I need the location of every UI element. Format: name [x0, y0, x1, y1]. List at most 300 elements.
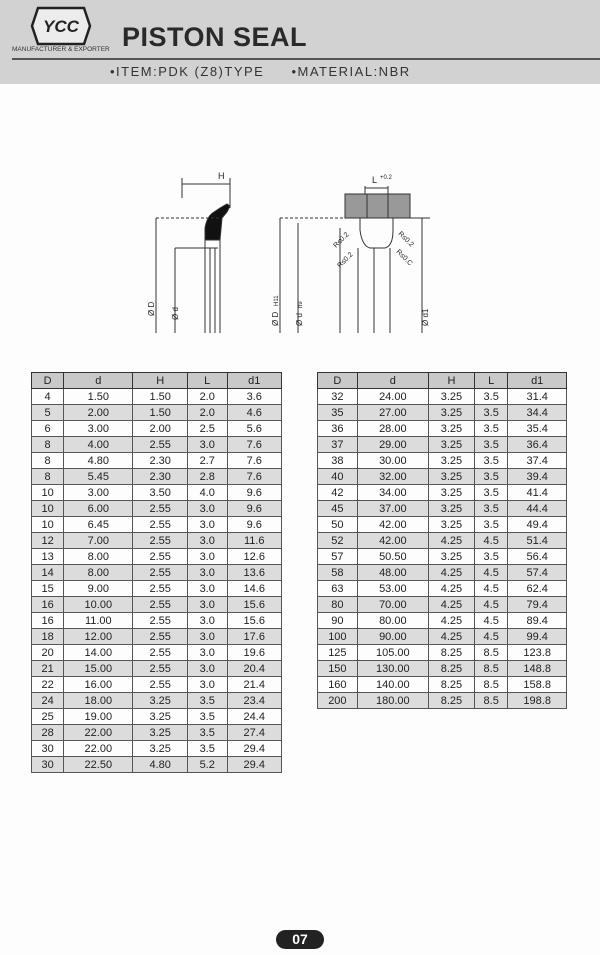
table-cell: 9.00 [64, 581, 133, 597]
table-row [318, 597, 567, 613]
table-cell: 150 [318, 661, 358, 677]
seal-profile-drawing [156, 178, 430, 333]
table-row [318, 661, 567, 677]
dim-D-label: Ø D [147, 301, 156, 316]
table-row [32, 469, 282, 485]
table-cell: 62.4 [508, 581, 567, 597]
table-cell: 70.00 [357, 597, 428, 613]
table-cell: 22.00 [64, 725, 133, 741]
page-number-badge: 07 [276, 930, 324, 949]
table-cell: 105.00 [357, 645, 428, 661]
material-label: •MATERIAL:NBR [291, 64, 411, 79]
table-cell: 63 [318, 581, 358, 597]
table-cell: 12 [32, 533, 64, 549]
table-cell: 42.00 [357, 533, 428, 549]
table-cell: 2.30 [133, 469, 187, 485]
table-row [318, 453, 567, 469]
page-title: PISTON SEAL [122, 22, 308, 52]
table-row [32, 677, 282, 693]
table-row [32, 453, 282, 469]
table-cell: 3.5 [474, 501, 507, 517]
table-cell: 3.25 [428, 501, 474, 517]
table-cell: 2.55 [133, 661, 187, 677]
table-cell: 23.4 [227, 693, 282, 709]
table-cell: 16 [32, 613, 64, 629]
table-cell: 2.0 [187, 389, 227, 405]
radius-label-4: R≤0.C [394, 248, 414, 268]
table-cell: 52 [318, 533, 358, 549]
table-cell: 90.00 [357, 629, 428, 645]
table-cell: 3.25 [428, 405, 474, 421]
table-cell: 7.00 [64, 533, 133, 549]
table-row [32, 517, 282, 533]
dim-D-tolerance: H11 [274, 295, 280, 306]
table-row [32, 437, 282, 453]
table-cell: 30 [32, 757, 64, 773]
table-cell: 5.45 [64, 469, 133, 485]
column-header: L [187, 373, 227, 389]
table-row [318, 517, 567, 533]
table-cell: 17.6 [227, 629, 282, 645]
table-cell: 4.25 [428, 581, 474, 597]
table-cell: 50.50 [357, 549, 428, 565]
table-cell: 57 [318, 549, 358, 565]
table-cell: 3.5 [474, 437, 507, 453]
table-cell: 8.00 [64, 549, 133, 565]
table-cell: 49.4 [508, 517, 567, 533]
table-row [318, 485, 567, 501]
table-cell: 19.6 [227, 645, 282, 661]
table-cell: 22.50 [64, 757, 133, 773]
table-cell: 8.00 [64, 565, 133, 581]
table-row [32, 629, 282, 645]
table-cell: 27.4 [227, 725, 282, 741]
table-cell: 3.6 [227, 389, 282, 405]
dim-h-label: H [218, 171, 225, 181]
table-cell: 3.25 [428, 389, 474, 405]
radius-label-1: R≤0.2 [332, 231, 351, 250]
table-cell: 28.00 [357, 421, 428, 437]
table-cell: 2.55 [133, 565, 187, 581]
dim-d1-label: Ø d1 [421, 308, 430, 326]
column-header: d1 [508, 373, 567, 389]
table-row [32, 389, 282, 405]
table-cell: 4.5 [474, 629, 507, 645]
table-cell: 160 [318, 677, 358, 693]
table-cell: 3.5 [187, 725, 227, 741]
table-cell: 3.5 [474, 389, 507, 405]
table-row [32, 693, 282, 709]
table-cell: 27.00 [357, 405, 428, 421]
logo-badge-icon [30, 6, 92, 46]
table-cell: 2.55 [133, 533, 187, 549]
table-cell: 3.0 [187, 501, 227, 517]
table-cell: 200 [318, 693, 358, 709]
table-cell: 15.00 [64, 661, 133, 677]
table-cell: 2.0 [187, 405, 227, 421]
table-cell: 18 [32, 629, 64, 645]
table-cell: 8.5 [474, 677, 507, 693]
table-cell: 10 [32, 485, 64, 501]
table-cell: 89.4 [508, 613, 567, 629]
table-cell: 12.00 [64, 629, 133, 645]
table-cell: 34.00 [357, 485, 428, 501]
table-cell: 15.6 [227, 597, 282, 613]
dim-L-tolerance: +0.2 [380, 175, 392, 181]
table-cell: 8.25 [428, 661, 474, 677]
table-cell: 3.00 [64, 485, 133, 501]
table-cell: 3.5 [474, 517, 507, 533]
table-row [318, 469, 567, 485]
column-header: L [474, 373, 507, 389]
table-row [318, 645, 567, 661]
table-cell: 7.6 [227, 453, 282, 469]
table-cell: 3.5 [474, 405, 507, 421]
table-cell: 4.0 [187, 485, 227, 501]
column-header: H [133, 373, 187, 389]
column-header: H [428, 373, 474, 389]
table-cell: 40 [318, 469, 358, 485]
table-cell: 4.80 [64, 453, 133, 469]
table-cell: 50 [318, 517, 358, 533]
table-cell: 6.45 [64, 517, 133, 533]
table-body [318, 389, 567, 709]
dim-d-tolerance: h9 [298, 301, 304, 308]
table-cell: 41.4 [508, 485, 567, 501]
table-cell: 3.5 [474, 485, 507, 501]
table-cell: 14.00 [64, 645, 133, 661]
table-cell: 3.5 [187, 709, 227, 725]
table-cell: 3.50 [133, 485, 187, 501]
table-row [318, 533, 567, 549]
table-cell: 80.00 [357, 613, 428, 629]
logo-subtitle: MANUFACTURER & EXPORTER [12, 46, 110, 53]
table-cell: 4.6 [227, 405, 282, 421]
table-row [32, 741, 282, 757]
table-cell: 3.25 [428, 549, 474, 565]
table-cell: 5.6 [227, 421, 282, 437]
table-cell: 11.00 [64, 613, 133, 629]
table-cell: 2.55 [133, 549, 187, 565]
table-cell: 3.5 [474, 453, 507, 469]
table-cell: 3.25 [428, 485, 474, 501]
table-cell: 30.00 [357, 453, 428, 469]
table-cell: 2.00 [133, 421, 187, 437]
dimension-table-right [317, 372, 567, 709]
table-cell: 4.25 [428, 613, 474, 629]
table-cell: 3.0 [187, 661, 227, 677]
table-cell: 3.25 [133, 741, 187, 757]
table-row [318, 693, 567, 709]
table-cell: 35 [318, 405, 358, 421]
table-row [32, 533, 282, 549]
table-cell: 7.6 [227, 437, 282, 453]
table-cell: 20 [32, 645, 64, 661]
table-cell: 4 [32, 389, 64, 405]
table-cell: 3.0 [187, 613, 227, 629]
table-cell: 3.5 [187, 693, 227, 709]
table-cell: 2.55 [133, 501, 187, 517]
table-row [32, 613, 282, 629]
table-header-row [318, 373, 567, 389]
column-header: d [357, 373, 428, 389]
table-cell: 2.55 [133, 613, 187, 629]
table-row [32, 501, 282, 517]
table-cell: 32 [318, 389, 358, 405]
seal-cross-section-diagram [130, 168, 460, 338]
table-cell: 4.5 [474, 613, 507, 629]
page-header [0, 0, 600, 84]
table-cell: 22.00 [64, 741, 133, 757]
table-cell: 10 [32, 501, 64, 517]
table-cell: 90 [318, 613, 358, 629]
table-cell: 2.55 [133, 645, 187, 661]
table-cell: 24 [32, 693, 64, 709]
table-row [32, 645, 282, 661]
table-cell: 15 [32, 581, 64, 597]
table-cell: 32.00 [357, 469, 428, 485]
table-row [318, 629, 567, 645]
radius-label-2: R≤0.2 [336, 251, 355, 270]
table-row [318, 677, 567, 693]
table-cell: 100 [318, 629, 358, 645]
table-cell: 34.4 [508, 405, 567, 421]
column-header: d1 [227, 373, 282, 389]
table-cell: 4.5 [474, 565, 507, 581]
table-cell: 2.55 [133, 517, 187, 533]
table-header-row [32, 373, 282, 389]
table-cell: 2.00 [64, 405, 133, 421]
table-cell: 51.4 [508, 533, 567, 549]
table-cell: 53.00 [357, 581, 428, 597]
table-cell: 2.55 [133, 677, 187, 693]
table-cell: 140.00 [357, 677, 428, 693]
column-header: D [318, 373, 358, 389]
table-cell: 48.00 [357, 565, 428, 581]
table-cell: 11.6 [227, 533, 282, 549]
table-cell: 80 [318, 597, 358, 613]
table-cell: 3.0 [187, 597, 227, 613]
table-cell: 30 [32, 741, 64, 757]
table-cell: 22 [32, 677, 64, 693]
radius-label-3: R≤0.2 [396, 230, 415, 249]
table-cell: 37 [318, 437, 358, 453]
column-header: d [64, 373, 133, 389]
table-row [32, 549, 282, 565]
table-cell: 2.55 [133, 581, 187, 597]
table-row [32, 421, 282, 437]
table-cell: 3.5 [474, 549, 507, 565]
table-cell: 1.50 [64, 389, 133, 405]
table-cell: 4.25 [428, 629, 474, 645]
table-cell: 13 [32, 549, 64, 565]
header-divider [12, 58, 600, 60]
table-cell: 10.00 [64, 597, 133, 613]
table-cell: 57.4 [508, 565, 567, 581]
table-cell: 24.00 [357, 389, 428, 405]
table-cell: 15.6 [227, 613, 282, 629]
table-cell: 16.00 [64, 677, 133, 693]
table-cell: 36 [318, 421, 358, 437]
table-cell: 3.25 [428, 421, 474, 437]
table-cell: 24.4 [227, 709, 282, 725]
table-cell: 14.6 [227, 581, 282, 597]
table-cell: 12.6 [227, 549, 282, 565]
table-cell: 3.00 [64, 421, 133, 437]
table-cell: 4.80 [133, 757, 187, 773]
table-cell: 5.2 [187, 757, 227, 773]
table-row [318, 421, 567, 437]
table-cell: 39.4 [508, 469, 567, 485]
table-cell: 3.0 [187, 629, 227, 645]
table-cell: 8.5 [474, 693, 507, 709]
table-cell: 6 [32, 421, 64, 437]
table-row [318, 389, 567, 405]
table-cell: 2.55 [133, 597, 187, 613]
table-cell: 37.00 [357, 501, 428, 517]
table-cell: 3.0 [187, 549, 227, 565]
table-cell: 8 [32, 453, 64, 469]
table-cell: 3.0 [187, 437, 227, 453]
item-type-label: •ITEM:PDK (Z8)TYPE [110, 64, 265, 79]
table-cell: 1.50 [133, 405, 187, 421]
table-cell: 35.4 [508, 421, 567, 437]
table-cell: 5 [32, 405, 64, 421]
table-cell: 123.8 [508, 645, 567, 661]
table-cell: 3.0 [187, 533, 227, 549]
table-cell: 3.25 [428, 437, 474, 453]
dim-L-label: L [372, 175, 378, 185]
table-cell: 21.4 [227, 677, 282, 693]
table-cell: 3.0 [187, 517, 227, 533]
table-row [32, 757, 282, 773]
table-cell: 13.6 [227, 565, 282, 581]
table-cell: 2.8 [187, 469, 227, 485]
table-cell: 4.25 [428, 565, 474, 581]
dimension-table-left [31, 372, 282, 773]
table-cell: 4.5 [474, 581, 507, 597]
table-row [318, 501, 567, 517]
dim-d-label: Ø d [171, 307, 180, 320]
table-cell: 79.4 [508, 597, 567, 613]
table-cell: 10 [32, 517, 64, 533]
table-row [32, 565, 282, 581]
table-row [318, 549, 567, 565]
table-row [32, 485, 282, 501]
dim-D-groove-label: Ø D [271, 311, 280, 326]
item-material-line [110, 64, 433, 79]
table-cell: 3.25 [133, 725, 187, 741]
table-cell: 14 [32, 565, 64, 581]
table-cell: 45 [318, 501, 358, 517]
table-cell: 7.6 [227, 469, 282, 485]
table-cell: 198.8 [508, 693, 567, 709]
table-cell: 2.5 [187, 421, 227, 437]
table-cell: 158.8 [508, 677, 567, 693]
table-cell: 2.7 [187, 453, 227, 469]
table-cell: 8.5 [474, 661, 507, 677]
table-cell: 20.4 [227, 661, 282, 677]
table-cell: 9.6 [227, 517, 282, 533]
table-cell: 3.5 [474, 421, 507, 437]
table-cell: 8.5 [474, 645, 507, 661]
table-row [318, 613, 567, 629]
table-cell: 2.30 [133, 453, 187, 469]
table-cell: 180.00 [357, 693, 428, 709]
table-row [318, 437, 567, 453]
table-cell: 42.00 [357, 517, 428, 533]
table-row [318, 405, 567, 421]
table-cell: 148.8 [508, 661, 567, 677]
table-cell: 28 [32, 725, 64, 741]
table-cell: 3.0 [187, 565, 227, 581]
table-cell: 29.4 [227, 741, 282, 757]
table-cell: 18.00 [64, 693, 133, 709]
table-cell: 3.5 [474, 469, 507, 485]
table-cell: 3.25 [428, 469, 474, 485]
table-cell: 3.25 [133, 693, 187, 709]
table-cell: 4.00 [64, 437, 133, 453]
table-cell: 1.50 [133, 389, 187, 405]
table-cell: 130.00 [357, 661, 428, 677]
table-cell: 16 [32, 597, 64, 613]
table-cell: 9.6 [227, 485, 282, 501]
table-cell: 125 [318, 645, 358, 661]
table-cell: 2.55 [133, 629, 187, 645]
table-body [32, 389, 282, 773]
table-cell: 3.0 [187, 677, 227, 693]
table-cell: 6.00 [64, 501, 133, 517]
table-row [32, 597, 282, 613]
table-row [318, 565, 567, 581]
table-cell: 31.4 [508, 389, 567, 405]
table-cell: 29.4 [227, 757, 282, 773]
table-row [32, 661, 282, 677]
table-cell: 56.4 [508, 549, 567, 565]
table-cell: 8.25 [428, 677, 474, 693]
table-cell: 9.6 [227, 501, 282, 517]
table-cell: 21 [32, 661, 64, 677]
table-cell: 29.00 [357, 437, 428, 453]
table-cell: 8.25 [428, 693, 474, 709]
table-cell: 3.5 [187, 741, 227, 757]
table-cell: 3.25 [428, 517, 474, 533]
table-cell: 37.4 [508, 453, 567, 469]
table-cell: 4.25 [428, 597, 474, 613]
table-cell: 38 [318, 453, 358, 469]
table-cell: 8 [32, 437, 64, 453]
logo-text: YCC [43, 17, 79, 36]
table-cell: 2.55 [133, 437, 187, 453]
table-row [32, 405, 282, 421]
table-row [32, 725, 282, 741]
column-header: D [32, 373, 64, 389]
table-cell: 3.25 [133, 709, 187, 725]
table-cell: 19.00 [64, 709, 133, 725]
table-cell: 3.0 [187, 581, 227, 597]
table-cell: 42 [318, 485, 358, 501]
table-cell: 3.0 [187, 645, 227, 661]
table-cell: 36.4 [508, 437, 567, 453]
table-row [32, 581, 282, 597]
table-cell: 4.5 [474, 597, 507, 613]
table-row [318, 581, 567, 597]
company-logo [12, 6, 112, 58]
table-cell: 4.5 [474, 533, 507, 549]
table-cell: 3.25 [428, 453, 474, 469]
table-cell: 8 [32, 469, 64, 485]
dim-d-groove-label: Ø d [295, 313, 304, 326]
